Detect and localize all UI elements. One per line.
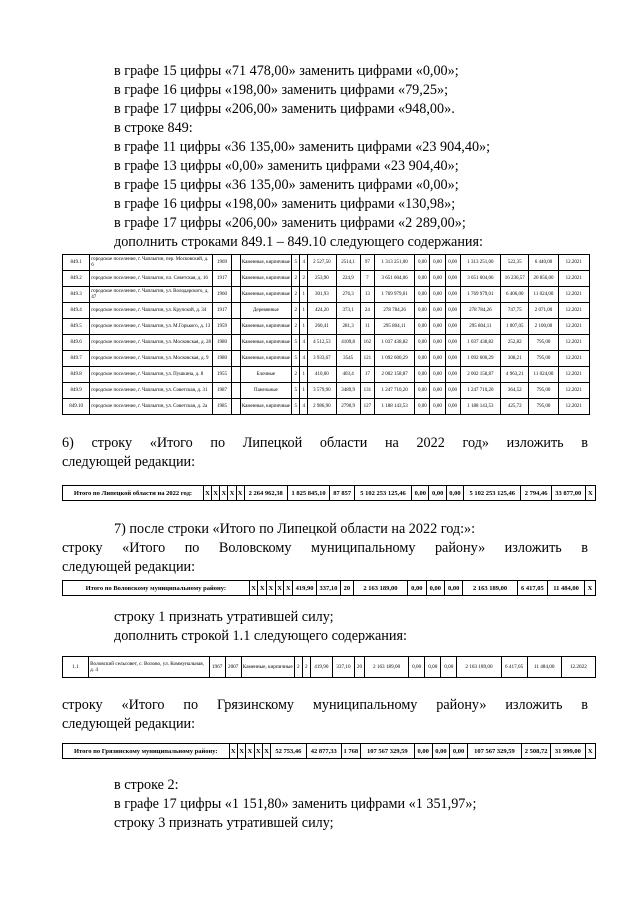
- table-cell: 295 804,11: [460, 319, 500, 335]
- table-cell: 1: [300, 319, 308, 335]
- table-row: [63, 399, 590, 415]
- table-cell: 0,00: [446, 486, 463, 501]
- table-cell: 1 313 251,00: [460, 255, 500, 271]
- table-cell: 1959: [213, 319, 231, 335]
- table-cell: 20 856,00: [529, 271, 558, 287]
- table-cell: 252,82: [501, 335, 529, 351]
- table-cell: 403,4: [336, 367, 360, 383]
- table-cell: X: [212, 486, 220, 501]
- table-cell: 0,00: [445, 303, 460, 319]
- houses-table: [62, 254, 590, 415]
- table-cell: 0,00: [445, 335, 460, 351]
- table-cell: 0,00: [408, 581, 426, 596]
- table-cell: 0,00: [415, 351, 430, 367]
- table-cell: 2007: [225, 657, 241, 678]
- table-cell: 2: [302, 657, 310, 678]
- table-cell: X: [229, 744, 237, 759]
- table-cell: 107 567 329,59: [360, 744, 414, 759]
- text-line: в графе 16 цифры «198,00» заменить цифрами «130,98»;: [114, 196, 456, 212]
- table-cell: [231, 383, 240, 399]
- table-cell: 849.9: [63, 383, 90, 399]
- table-cell: 5: [292, 383, 300, 399]
- table-cell: 2 527,50: [308, 255, 336, 271]
- table-cell: 1969: [213, 255, 231, 271]
- text-bottom-line: строку 3 признать утратившей силу;: [114, 815, 334, 831]
- table-cell: 2: [292, 271, 300, 287]
- table-cell: 2514,1: [336, 255, 360, 271]
- table-cell: 24: [360, 303, 374, 319]
- table-row: [63, 255, 590, 271]
- table-cell: 1917: [213, 303, 231, 319]
- table-cell: 12.2021: [558, 303, 589, 319]
- table-cell: 0,00: [450, 744, 468, 759]
- table-cell: 0,00: [415, 255, 430, 271]
- table-cell: 31 999,00: [551, 744, 585, 759]
- text-line: дополнить строками 849.1 – 849.10 следующего содержания:: [114, 234, 483, 250]
- table-cell: 224,9: [336, 271, 360, 287]
- table-cell: 0,00: [430, 255, 445, 271]
- table-cell: X: [249, 581, 258, 596]
- table-cell: X: [236, 486, 244, 501]
- table-cell: 849.10: [63, 399, 90, 415]
- table-cell: 2: [292, 367, 300, 383]
- table-cell: 5 102 253 125,46: [464, 486, 521, 501]
- table-cell: 1 313 251,00: [374, 255, 414, 271]
- table-cell: Каменные, кирпичные: [240, 399, 292, 415]
- table-cell: 11 024,00: [529, 287, 558, 303]
- table-cell: X: [585, 581, 596, 596]
- text-bottom-line: в строке 2:: [114, 777, 179, 793]
- table-cell: городское поселение, г. Чаплыгин, ул. Пушкина, д. 8: [90, 367, 213, 383]
- table-cell: Каменные, кирпичные: [240, 255, 292, 271]
- table-cell: 0,00: [415, 319, 430, 335]
- table-cell: 295 804,11: [374, 319, 414, 335]
- table-cell: Каменные, кирпичные: [241, 657, 294, 678]
- table-cell: 419,90: [293, 581, 317, 596]
- table-cell: 12.2021: [558, 399, 589, 415]
- table-cell: 20: [340, 581, 353, 596]
- table-cell: 1 247 710,20: [374, 383, 414, 399]
- table-cell: 2: [292, 319, 300, 335]
- table-cell: 2: [300, 271, 308, 287]
- table-cell: 1960: [213, 287, 231, 303]
- table-cell: 0,00: [415, 271, 430, 287]
- table-cell: 0,00: [415, 335, 430, 351]
- table-cell: 1987: [213, 383, 231, 399]
- table-cell: 4 963,21: [501, 367, 529, 383]
- text-line: в графе 17 цифры «206,00» заменить цифрами «2 289,00»;: [114, 215, 466, 231]
- table-cell: 0,00: [430, 399, 445, 415]
- table-cell: 2 163 189,00: [353, 581, 407, 596]
- table-cell: 87 857: [330, 486, 355, 501]
- table-cell: 4: [300, 335, 308, 351]
- table-cell: 3 579,90: [308, 383, 336, 399]
- table-cell: X: [237, 744, 245, 759]
- table-cell: 2: [292, 287, 300, 303]
- table-cell: 849.2: [63, 271, 90, 287]
- table-cell: 0,00: [430, 303, 445, 319]
- table-cell: [231, 255, 240, 271]
- table-cell: 3489,9: [336, 383, 360, 399]
- table-cell: 849.6: [63, 335, 90, 351]
- table-cell: 0,00: [414, 744, 432, 759]
- table-cell: городское поселение, г. Чаплыгин, ул. Крупской, д. 34: [90, 303, 213, 319]
- table-row: [63, 287, 590, 303]
- table-cell: 121: [360, 351, 374, 367]
- table-cell: 0,00: [415, 287, 430, 303]
- table-cell: 6 417,05: [501, 657, 527, 678]
- table-cell: 0,00: [415, 303, 430, 319]
- table-cell: 4109,8: [336, 335, 360, 351]
- table-cell: 12.2021: [558, 335, 589, 351]
- table-cell: 1 092 600,29: [374, 351, 414, 367]
- table-cell: 849.8: [63, 367, 90, 383]
- table-cell: 3545: [336, 351, 360, 367]
- table-cell: 1917: [213, 271, 231, 287]
- total-volovo-table: [62, 580, 596, 596]
- table-cell: 2 264 962,38: [244, 486, 287, 501]
- table-cell: 0,00: [412, 486, 429, 501]
- table-cell: [231, 399, 240, 415]
- table-cell: Панельные: [240, 383, 292, 399]
- table-cell: 0,00: [430, 383, 445, 399]
- table-cell: 3 651 604,06: [460, 271, 500, 287]
- table-cell: 2 002 158,87: [460, 367, 500, 383]
- table-cell: 2 163 189,00: [457, 657, 501, 678]
- table-cell: 5: [292, 255, 300, 271]
- table-cell: 11: [360, 319, 374, 335]
- table-cell: 2 794,46: [521, 486, 552, 501]
- table-row: [63, 271, 590, 287]
- table-cell: городское поселение, г. Чаплыгин, пл. Советская, д. 16: [90, 271, 213, 287]
- table-cell: 12.2021: [558, 271, 589, 287]
- table-cell: 0,00: [432, 744, 450, 759]
- table-cell: 13: [360, 287, 374, 303]
- table-cell: Итого по Липецкой области на 2022 год:: [63, 486, 204, 501]
- table-cell: 0,00: [445, 351, 460, 367]
- table-cell: 849.4: [63, 303, 90, 319]
- text-line: в графе 16 цифры «198,00» заменить цифрами «79,25»;: [114, 82, 449, 98]
- table-cell: городское поселение, г. Чаплыгин, ул. Володарского, д. 47: [90, 287, 213, 303]
- table-cell: 419,90: [310, 657, 332, 678]
- table-cell: 5: [292, 335, 300, 351]
- table-cell: 0,00: [409, 657, 425, 678]
- table-cell: 4: [300, 351, 308, 367]
- table-cell: X: [258, 581, 267, 596]
- table-cell: 0,00: [445, 399, 460, 415]
- text-line: в графе 15 цифры «71 478,00» заменить цифрами «0,00»;: [114, 63, 459, 79]
- table-cell: Каменные, кирпичные: [240, 351, 292, 367]
- table-cell: 16 236,57: [501, 271, 529, 287]
- table-cell: 0,00: [425, 657, 441, 678]
- text-line: в графе 11 цифры «36 135,00» заменить цифрами «23 904,40»;: [114, 139, 491, 155]
- table-cell: 308,21: [501, 351, 529, 367]
- table-cell: [231, 351, 240, 367]
- table-cell: 1980: [213, 335, 231, 351]
- table-cell: 1 188 143,53: [460, 399, 500, 415]
- table-row: [63, 351, 590, 367]
- table-cell: 2 163 189,00: [365, 657, 409, 678]
- table-cell: 12.2022: [561, 657, 595, 678]
- table-cell: 795,00: [529, 335, 558, 351]
- table-cell: 1: [300, 367, 308, 383]
- table-row: [63, 319, 590, 335]
- total-lipetsk-table: [62, 485, 596, 501]
- table-cell: 0,00: [445, 383, 460, 399]
- table-cell: 0,00: [430, 287, 445, 303]
- table-cell: Каменные, кирпичные: [240, 287, 292, 303]
- table-cell: 425,72: [501, 399, 529, 415]
- table-cell: 364,52: [501, 383, 529, 399]
- table-cell: 5 102 253 125,46: [354, 486, 411, 501]
- table-cell: 1 007,05: [501, 319, 529, 335]
- table-cell: 410,00: [308, 367, 336, 383]
- table-cell: 253,90: [308, 271, 336, 287]
- table-cell: 337,10: [332, 657, 354, 678]
- table-cell: 795,00: [529, 383, 558, 399]
- table-cell: 12.2021: [558, 383, 589, 399]
- table-cell: 849.3: [63, 287, 90, 303]
- table-cell: 4: [300, 399, 308, 415]
- table-cell: X: [203, 486, 211, 501]
- table-cell: X: [275, 581, 284, 596]
- table-cell: [231, 335, 240, 351]
- table-cell: X: [585, 486, 595, 501]
- paragraph-6-cont: следующей редакции:: [62, 454, 196, 470]
- table-cell: 2 100,00: [529, 319, 558, 335]
- table-cell: 107 567 329,59: [467, 744, 521, 759]
- line-add11: дополнить строкой 1.1 следующего содержания:: [114, 628, 407, 644]
- table-cell: Каменные, кирпичные: [240, 335, 292, 351]
- table-cell: 42 877,33: [306, 744, 341, 759]
- table-cell: 7: [360, 271, 374, 287]
- table-cell: 0,00: [430, 367, 445, 383]
- table-cell: 2: [294, 657, 302, 678]
- table-cell: 12.2021: [558, 287, 589, 303]
- table-cell: 795,00: [529, 399, 558, 415]
- table-cell: 2 508,72: [522, 744, 551, 759]
- table-cell: 0,00: [430, 351, 445, 367]
- table-cell: X: [254, 744, 262, 759]
- table-cell: 0,00: [445, 287, 460, 303]
- table-cell: 4 512,53: [308, 335, 336, 351]
- table-cell: 281,3: [336, 319, 360, 335]
- table-cell: 12.2021: [558, 319, 589, 335]
- table-cell: X: [267, 581, 276, 596]
- table-cell: 522,35: [501, 255, 529, 271]
- text-bottom-line: в графе 17 цифры «1 151,80» заменить цифрами «1 351,97»;: [114, 796, 477, 812]
- paragraph-7b: строку «Итого по Воловскому муниципальному району» изложить в: [62, 540, 588, 556]
- table-cell: 1.1: [63, 657, 89, 678]
- table-cell: 0,00: [430, 319, 445, 335]
- table-cell: [231, 303, 240, 319]
- paragraph-7: 7) после строки «Итого по Липецкой области на 2022 год:»:: [114, 521, 476, 537]
- table-cell: 0,00: [415, 399, 430, 415]
- table-cell: 0,00: [430, 335, 445, 351]
- table-cell: 11 484,00: [527, 657, 561, 678]
- table-cell: 0,00: [429, 486, 446, 501]
- table-cell: 849.1: [63, 255, 90, 271]
- table-cell: городское поселение, г. Чаплыгин, ул. М.Горького, д. 13: [90, 319, 213, 335]
- table-cell: X: [262, 744, 270, 759]
- table-cell: Блочные: [240, 367, 292, 383]
- table-cell: 12.2021: [558, 255, 589, 271]
- table-cell: 849.7: [63, 351, 90, 367]
- table-cell: 1 247 710,20: [460, 383, 500, 399]
- table-cell: Итого по Грязинскому муниципальному району:: [63, 744, 230, 759]
- total-gryazi-table: [62, 743, 596, 759]
- table-cell: 276,3: [336, 287, 360, 303]
- table-cell: 17: [360, 367, 374, 383]
- table-cell: 127: [360, 399, 374, 415]
- table-cell: 278 784,26: [374, 303, 414, 319]
- paragraph-7b-cont: следующей редакции:: [62, 559, 196, 575]
- table-cell: 1 092 600,29: [460, 351, 500, 367]
- table-cell: 6 440,00: [529, 255, 558, 271]
- table-cell: 1 769 979,01: [374, 287, 414, 303]
- table-cell: 1: [300, 287, 308, 303]
- table-cell: Каменные, кирпичные: [240, 319, 292, 335]
- table-cell: 97: [360, 255, 374, 271]
- table-cell: городское поселение, г. Чаплыгин, пер. Московский, д. 6: [90, 255, 213, 271]
- table-cell: 0,00: [445, 271, 460, 287]
- table-cell: 0,00: [415, 367, 430, 383]
- table-cell: 3 933,67: [308, 351, 336, 367]
- table-cell: 20: [354, 657, 364, 678]
- table-cell: [231, 319, 240, 335]
- table-cell: 131: [360, 383, 374, 399]
- table-cell: [231, 287, 240, 303]
- table-cell: 12.2021: [558, 351, 589, 367]
- table-cell: 0,00: [430, 271, 445, 287]
- table-cell: 1: [300, 303, 308, 319]
- table-cell: 849.5: [63, 319, 90, 335]
- table-cell: 0,00: [445, 255, 460, 271]
- table-cell: 3 651 604,06: [374, 271, 414, 287]
- table-cell: 6 406,00: [501, 287, 529, 303]
- table-cell: X: [220, 486, 228, 501]
- table-cell: 260,41: [308, 319, 336, 335]
- table-cell: 337,10: [316, 581, 340, 596]
- paragraph-gryazi-cont: следующей редакции:: [62, 716, 196, 732]
- table-cell: 747,75: [501, 303, 529, 319]
- table-cell: Итого по Воловскому муниципальному району:: [63, 581, 250, 596]
- table-cell: 52 753,46: [271, 744, 306, 759]
- table-cell: X: [246, 744, 254, 759]
- table-cell: 4: [300, 255, 308, 271]
- table-cell: 6 417,05: [517, 581, 547, 596]
- table-cell: X: [228, 486, 236, 501]
- table-cell: 2 071,00: [529, 303, 558, 319]
- table-cell: 33 877,00: [551, 486, 585, 501]
- table-cell: 1 037 438,82: [460, 335, 500, 351]
- text-line: в строке 849:: [114, 120, 193, 136]
- table-cell: городское поселение, г. Чаплыгин, ул. Московская, д. 28: [90, 335, 213, 351]
- table-cell: 1967: [209, 657, 225, 678]
- table-row: [63, 335, 590, 351]
- table-cell: 1 188 143,53: [374, 399, 414, 415]
- table-cell: [231, 367, 240, 383]
- row-1-1-table: [62, 656, 596, 678]
- table-cell: 11 024,00: [529, 367, 558, 383]
- table-cell: 373,1: [336, 303, 360, 319]
- table-cell: 2 986,90: [308, 399, 336, 415]
- table-cell: 162: [360, 335, 374, 351]
- table-cell: 2: [292, 303, 300, 319]
- table-cell: 1 037 438,82: [374, 335, 414, 351]
- table-cell: 278 784,26: [460, 303, 500, 319]
- table-cell: 1: [300, 383, 308, 399]
- table-cell: 301,93: [308, 287, 336, 303]
- table-cell: 1 768: [341, 744, 360, 759]
- table-cell: 1 769 979,01: [460, 287, 500, 303]
- table-cell: [231, 271, 240, 287]
- table-cell: 0,00: [445, 319, 460, 335]
- table-cell: 1955: [213, 367, 231, 383]
- table-cell: 795,00: [529, 351, 558, 367]
- table-cell: 0,00: [441, 657, 457, 678]
- paragraph-6: 6) строку «Итого по Липецкой области на 2022 год» изложить в: [62, 435, 588, 451]
- text-line: в графе 13 цифры «0,00» заменить цифрами «23 904,40»;: [114, 158, 459, 174]
- text-line: в графе 15 цифры «36 135,00» заменить цифрами «0,00»;: [114, 177, 459, 193]
- table-cell: городское поселение, г. Чаплыгин, ул. Советская, д. 2а: [90, 399, 213, 415]
- table-cell: 5: [292, 351, 300, 367]
- table-cell: Каменные, кирпичные: [240, 271, 292, 287]
- table-row: [63, 367, 590, 383]
- table-cell: 2 002 158,87: [374, 367, 414, 383]
- table-cell: 1985: [213, 399, 231, 415]
- table-cell: 2 163 189,00: [463, 581, 517, 596]
- table-cell: X: [284, 581, 293, 596]
- table-cell: 1980: [213, 351, 231, 367]
- table-cell: Деревянные: [240, 303, 292, 319]
- table-cell: городское поселение, г. Чаплыгин, ул. Советская, д. 31: [90, 383, 213, 399]
- text-line: в графе 17 цифры «206,00» заменить цифрами «948,00».: [114, 101, 455, 117]
- table-cell: 1 825 845,10: [287, 486, 330, 501]
- table-cell: 5: [292, 399, 300, 415]
- table-cell: X: [585, 744, 595, 759]
- table-cell: 0,00: [445, 581, 463, 596]
- table-cell: Воловский сельсовет, с. Волово, ул. Коммунальная, д. 4: [89, 657, 209, 678]
- table-cell: городское поселение, г. Чаплыгин, ул. Московская, д. 9: [90, 351, 213, 367]
- table-cell: 0,00: [426, 581, 444, 596]
- table-cell: 12.2021: [558, 367, 589, 383]
- table-cell: 11 484,00: [548, 581, 585, 596]
- table-row: [63, 303, 590, 319]
- paragraph-gryazi: строку «Итого по Грязинскому муниципальному району» изложить в: [62, 697, 588, 713]
- line-str1: строку 1 признать утратившей силу;: [114, 609, 334, 625]
- table-cell: 2790,9: [336, 399, 360, 415]
- table-cell: 0,00: [415, 383, 430, 399]
- table-cell: 424,20: [308, 303, 336, 319]
- table-cell: 0,00: [445, 367, 460, 383]
- table-row: [63, 383, 590, 399]
